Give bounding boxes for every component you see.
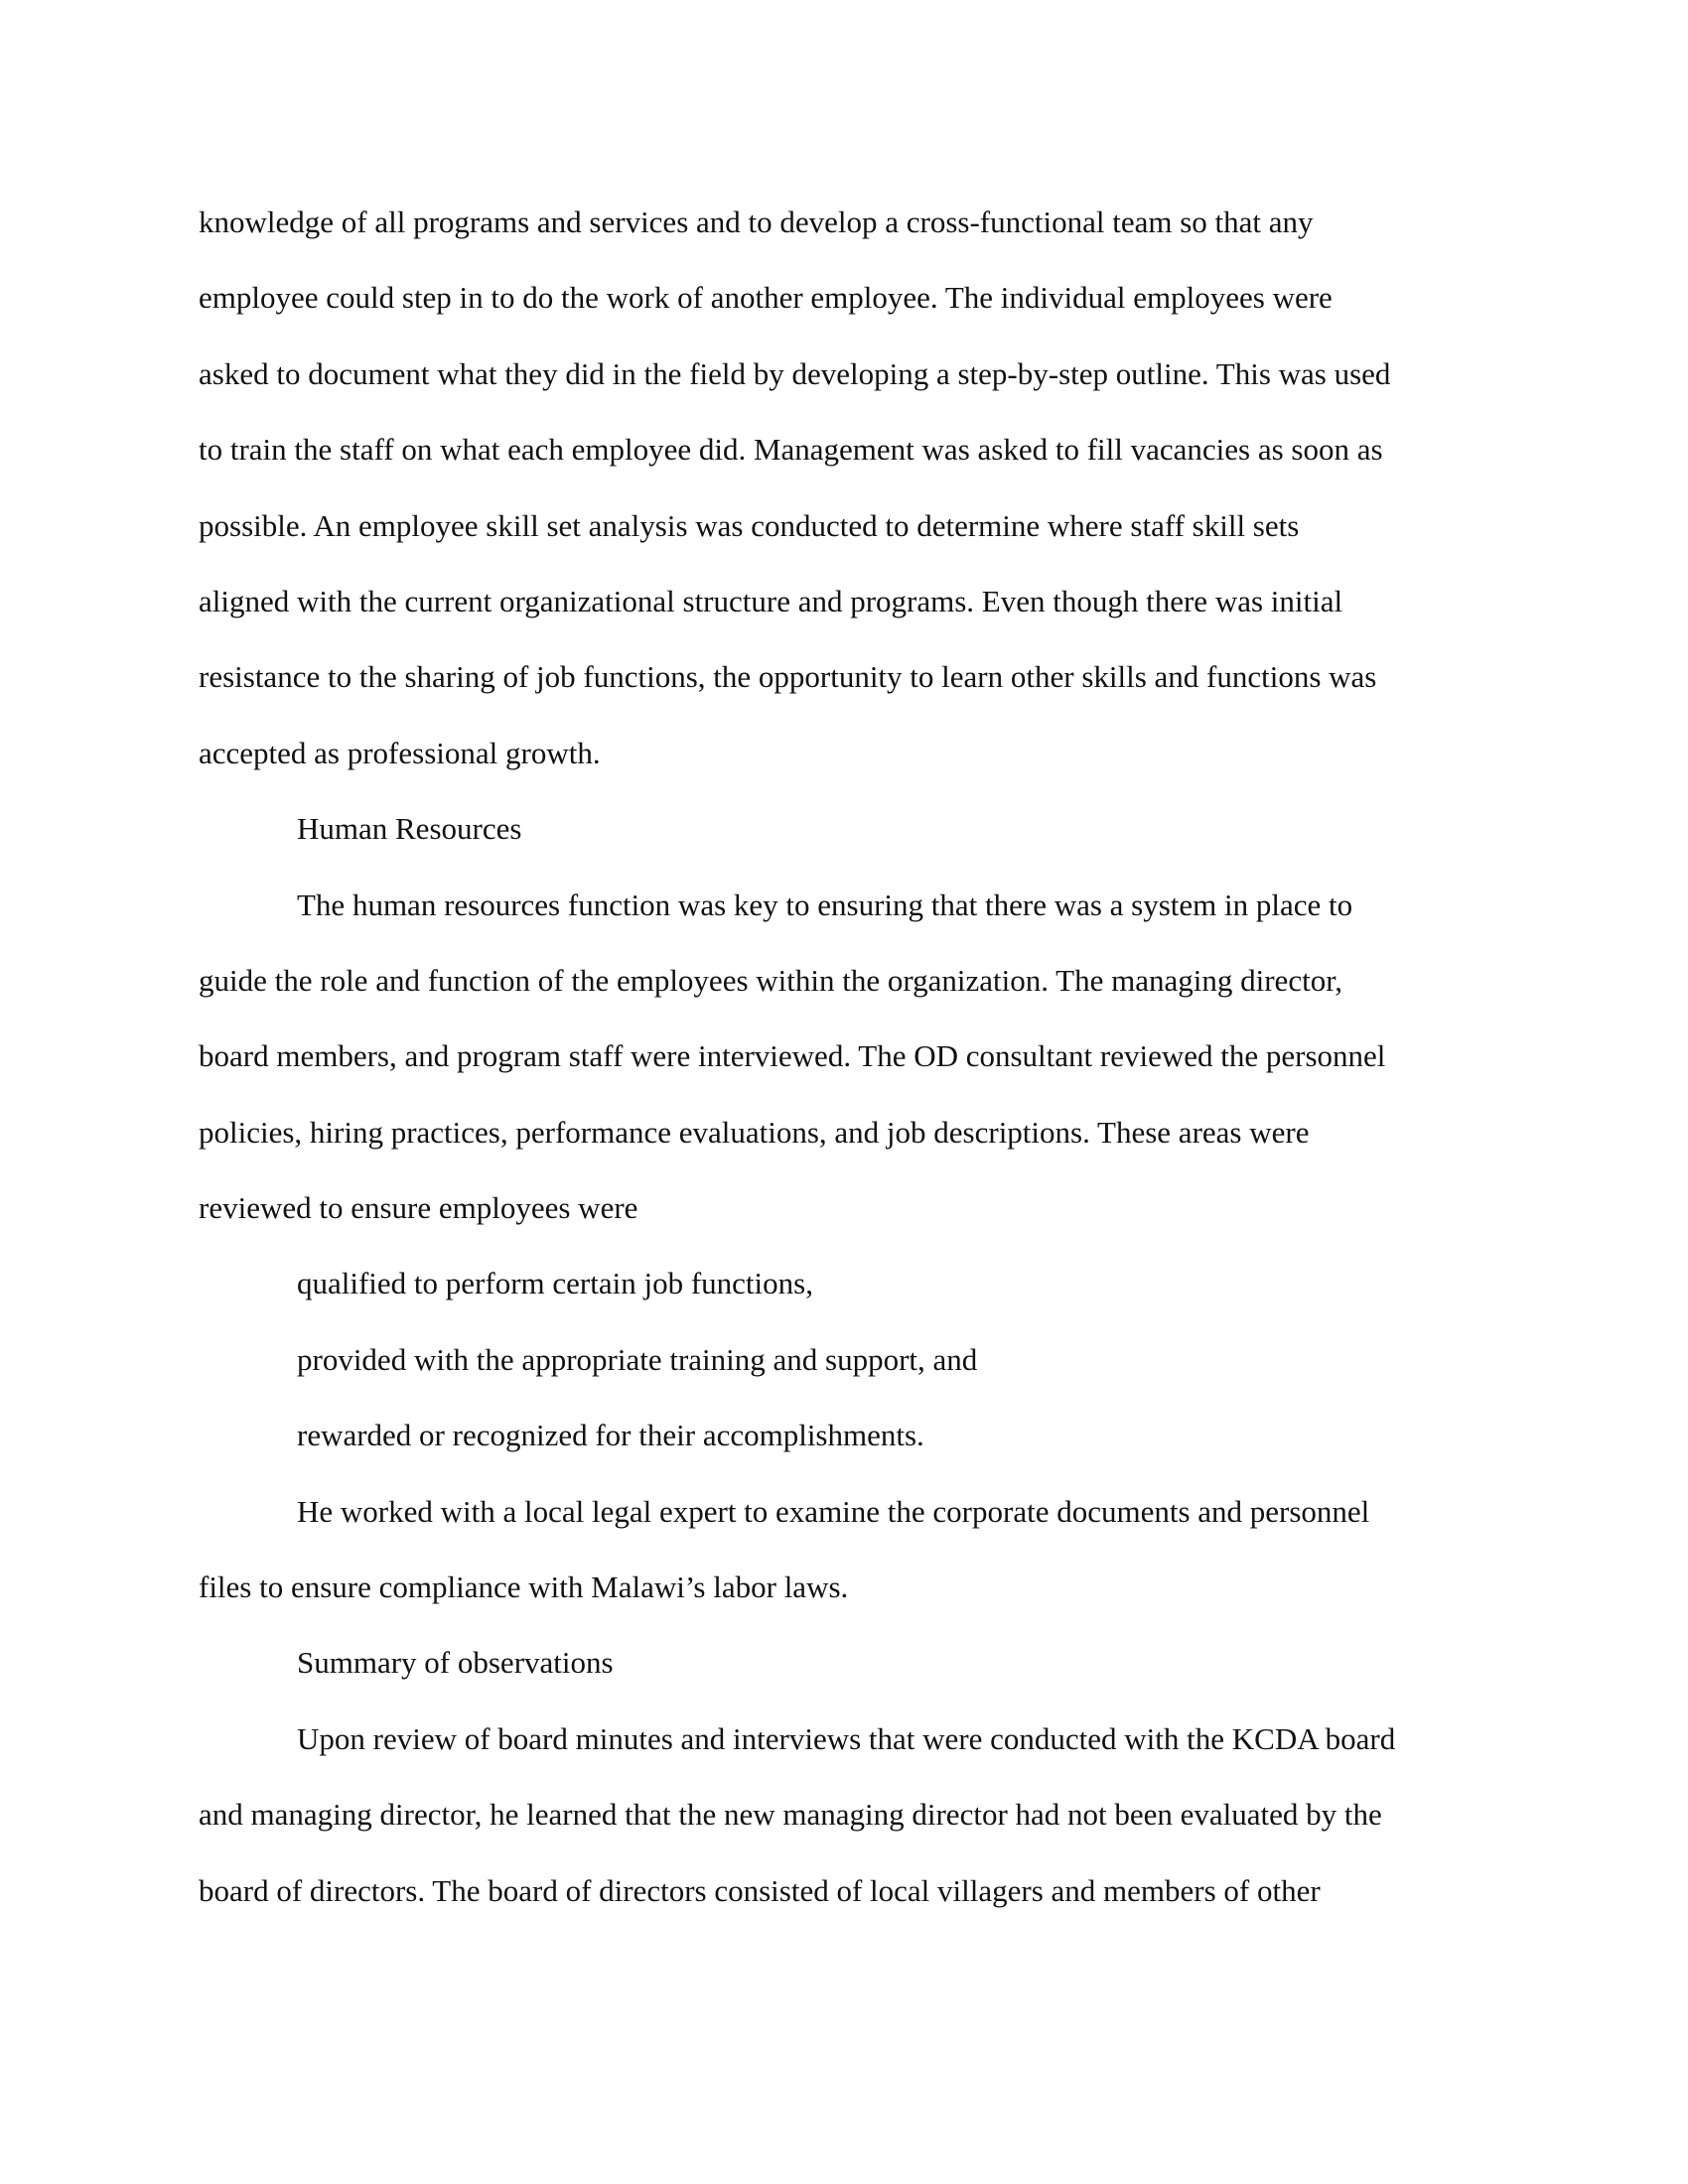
text-line: Human Resources	[297, 811, 522, 847]
text-line: employee could step in to do the work of another employee. The individual employees were	[199, 280, 1333, 316]
text-line: He worked with a local legal expert to examine the corporate documents and personnel	[297, 1493, 1370, 1529]
text-line: reviewed to ensure employees were	[199, 1190, 638, 1226]
text-line: aligned with the current organizational structure and programs. Even though there was initial	[199, 583, 1343, 618]
text-line: to train the staff on what each employee did. Management was asked to fill vacancies as soon as	[199, 432, 1383, 468]
text-line: resistance to the sharing of job functions, the opportunity to learn other skills and functions was	[199, 659, 1377, 695]
text-line: guide the role and function of the employees within the organization. The managing director,	[199, 962, 1343, 998]
text-line: possible. An employee skill set analysis was conducted to determine where staff skill sets	[199, 507, 1300, 543]
text-line: provided with the appropriate training and support, and	[297, 1341, 978, 1377]
text-line: Summary of observations	[297, 1645, 614, 1681]
text-line: rewarded or recognized for their accomplishments.	[297, 1418, 924, 1453]
text-line: and managing director, he learned that the new managing director had not been evaluated by the	[199, 1797, 1382, 1833]
text-line: board members, and program staff were interviewed. The OD consultant reviewed the personnel	[199, 1038, 1386, 1074]
text-line: files to ensure compliance with Malawi’s labor laws.	[199, 1570, 849, 1605]
text-line: policies, hiring practices, performance evaluations, and job descriptions. These areas were	[199, 1114, 1310, 1150]
text-line: accepted as professional growth.	[199, 735, 601, 770]
text-line: Upon review of board minutes and interviews that were conducted with the KCDA board	[297, 1720, 1396, 1756]
text-line: asked to document what they did in the field by developing a step-by-step outline. This was used	[199, 355, 1391, 391]
text-line: board of directors. The board of directors consisted of local villagers and members of other	[199, 1872, 1321, 1908]
text-line: qualified to perform certain job functions,	[297, 1266, 813, 1301]
body-text	[199, 185, 1489, 1929]
text-line: The human resources function was key to ensuring that there was a system in place to	[297, 887, 1353, 922]
text-line: knowledge of all programs and services and to develop a cross-functional team so that any	[199, 205, 1314, 239]
